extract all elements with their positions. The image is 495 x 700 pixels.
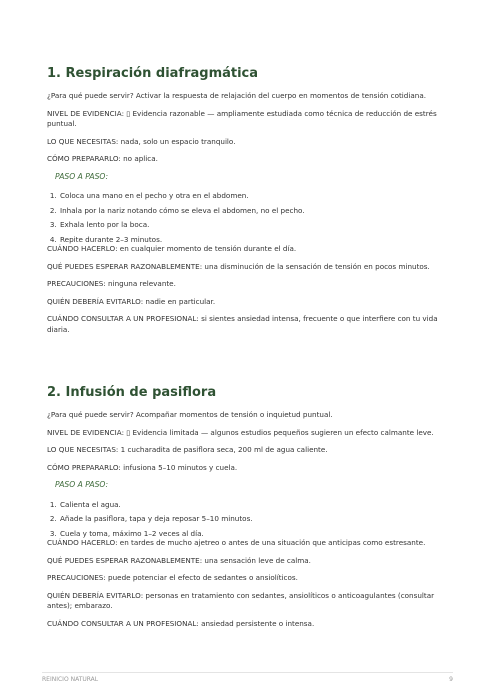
purpose-text: ¿Para qué puede servir? Activar la respuesta de relajación del cuerpo en momentos de tensión cotidiana. bbox=[47, 91, 427, 100]
consult-text: CUÁNDO CONSULTAR A UN PROFESIONAL: si sientes ansiedad intensa, frecuente o que interfiere con tu vida diaria. bbox=[47, 314, 438, 334]
step-item: 4. Repite durante 2–3 minutos. bbox=[59, 235, 452, 246]
expect-text: QUÉ PUEDES ESPERAR RAZONABLEMENTE: una sensación leve de calma. bbox=[47, 555, 311, 565]
step-item: 3. Exhala lento por la boca. bbox=[59, 220, 452, 231]
needs-text: LO QUE NECESITAS: nada, solo un espacio tranquilo. bbox=[47, 136, 236, 146]
steps-list bbox=[47, 500, 452, 540]
footer-title: REINICIO NATURAL bbox=[42, 676, 99, 683]
page-number: 9 bbox=[449, 676, 453, 683]
avoid-text: QUIÉN DEBERÍA EVITARLO: personas en tratamiento con sedantes, ansiolíticos o anticoagulantes (consultar antes); embarazo. bbox=[47, 590, 435, 610]
purpose-text: ¿Para qué puede servir? Acompañar momentos de tensión o inquietud puntual. bbox=[47, 410, 333, 419]
prep-text: CÓMO PREPARARLO: infusiona 5–10 minutos y cuela. bbox=[47, 462, 238, 472]
cautions-text: PRECAUCIONES: puede potenciar el efecto de sedantes o ansiolíticos. bbox=[47, 573, 298, 582]
step-item: 2. Añade la pasiflora, tapa y deja reposar 5–10 minutos. bbox=[59, 514, 452, 525]
consult-text: CUÁNDO CONSULTAR A UN PROFESIONAL: ansiedad persistente o intensa. bbox=[47, 618, 315, 628]
section-title: 2. Infusión de pasiflora bbox=[47, 385, 217, 400]
prep-text: CÓMO PREPARARLO: no aplica. bbox=[47, 154, 158, 163]
needs-text: LO QUE NECESITAS: 1 cucharadita de pasiflora seca, 200 ml de agua caliente. bbox=[47, 445, 328, 454]
step-item: 1. Coloca una mano en el pecho y otra en el abdomen. bbox=[59, 191, 452, 202]
section-title: 1. Respiración diafragmática bbox=[47, 66, 259, 81]
expect-text: QUÉ PUEDES ESPERAR RAZONABLEMENTE: una disminución de la sensación de tensión en pocos minutos. bbox=[47, 261, 430, 271]
steps-title: PASO A PASO: bbox=[55, 480, 109, 489]
step-item: 2. Inhala por la nariz notando cómo se eleva el abdomen, no el pecho. bbox=[59, 206, 452, 217]
section-passionflower-infusion bbox=[47, 385, 452, 629]
cautions-text: PRECAUCIONES: ninguna relevante. bbox=[47, 279, 176, 288]
evidence-text: NIVEL DE EVIDENCIA: ▯ Evidencia razonable — ampliamente estudiada como técnica de reducción de estrés puntual. bbox=[47, 108, 437, 128]
steps-list bbox=[47, 191, 452, 245]
when-text: CUÁNDO HACERLO: en tardes de mucho ajetreo o antes de una situación que anticipas como estresante. bbox=[47, 538, 426, 547]
step-item: 3. Cuela y toma, máximo 1–2 veces al día. bbox=[59, 529, 452, 540]
avoid-text: QUIÉN DEBERÍA EVITARLO: nadie en particular. bbox=[47, 296, 216, 306]
when-text: CUÁNDO HACERLO: en cualquier momento de tensión durante el día. bbox=[47, 244, 297, 253]
steps-title: PASO A PASO: bbox=[55, 171, 109, 181]
section-diaphragmatic-breathing bbox=[47, 66, 452, 335]
step-item: 1. Calienta el agua. bbox=[59, 500, 452, 511]
page-footer bbox=[42, 672, 453, 683]
evidence-text: NIVEL DE EVIDENCIA: ▯ Evidencia limitada — algunos estudios pequeños sugieren un efecto calmante leve. bbox=[47, 427, 434, 437]
